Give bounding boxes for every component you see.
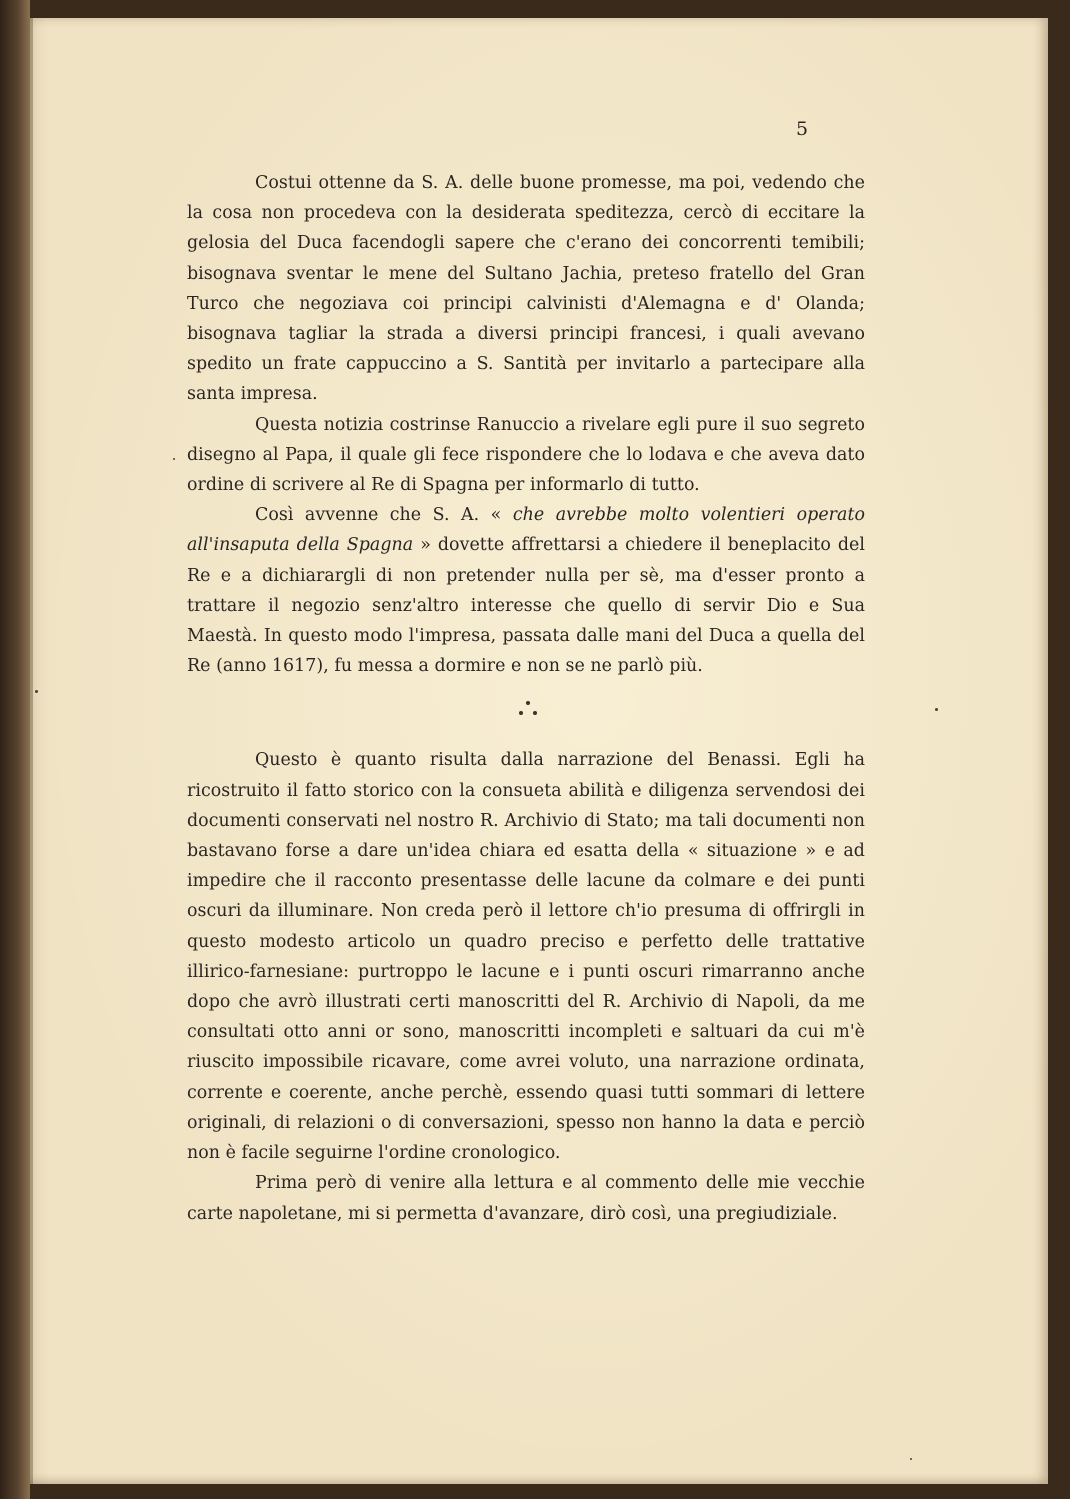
paragraph-3-text-end: » dovette affrettarsi a chiedere il beneplacito del Re e a dichiarargli di non pretender nulla per sè, ma d'esser pronto a trattare il negozio senz'altro interesse che quello di servir Dio e Sua Maestà. In questo modo l'impresa, passata dalle mani del Duca a quella del Re (anno 1617), fu messa a dormire e non se ne parlò più. — [187, 535, 866, 677]
body-text — [187, 168, 865, 1229]
page-number: 5 — [796, 118, 809, 140]
asterism-dots — [513, 689, 543, 719]
paper-speck — [910, 1458, 912, 1460]
paragraph-5 — [187, 1168, 865, 1228]
paragraph-2 — [187, 410, 865, 501]
paragraph-1 — [187, 168, 865, 410]
asterism-dot — [519, 711, 523, 715]
page-gutter-shadow — [30, 18, 33, 1484]
paper-speck — [935, 708, 938, 711]
asterism-dot — [526, 701, 530, 705]
paper-speck — [35, 690, 38, 693]
asterism-dot — [533, 711, 537, 715]
paragraph-3 — [187, 500, 865, 681]
section-break-asterism — [187, 687, 865, 735]
paragraph-4-text: Questo è quanto risulta dalla narrazione del Benassi. Egli ha ricostruito il fatto storico con la consueta abilità e diligenza servendosi dei documenti conservati nel nostro R. Archivio di Stato; ma tali documenti non bastavano forse a dare un'idea chiara ed esatta della « situazione » e ad impedire che il racconto presentasse delle lacune da colmare e dei punti oscuri da illuminare. Non creda però il lettore ch'io presuma di offrirgli in questo modesto articolo un quadro preciso e perfetto delle trattative illirico-farnesiane: purtroppo le lacune e i punti oscuri rimarranno anche dopo che avrò illustrati certi manoscritti del R. Archivio di Napoli, da me consultati otto anni or sono, manoscritti incompleti e saltuari da cui m'è riuscito impossibile ricavare, come avrei voluto, una narrazione ordinata, corrente e coerente, anche perchè, essendo quasi tutti sommari di lettere originali, di relazioni o di conversazioni, spesso non hanno la data e perciò non è facile seguirne l'ordine cronologico. — [187, 750, 865, 1164]
paragraph-1-text: Costui ottenne da S. A. delle buone promesse, ma poi, vedendo che la cosa non procedeva con la desiderata speditezza, cercò di eccitare la gelosia del Duca facendogli sapere che c'erano dei concorrenti temibili; bisognava sventar le mene del Sultano Jachia, preteso fratello del Gran Turco che negoziava coi principi calvinisti d'Alemagna e d' Olanda; bisognava tagliar la strada a diversi principi francesi, i quali avevano spedito un frate cappuccino a S. Santità per invitarlo a partecipare alla santa impresa. — [187, 173, 865, 405]
paragraph-4 — [187, 745, 865, 1168]
paragraph-5-text: Prima però di venire alla lettura e al commento delle mie vecchie carte napoletane, mi si permetta d'avanzare, dirò così, una pregiudiziale. — [187, 1173, 865, 1224]
paragraph-3-quotation: che avrebbe molto volentieri operato all'insaputa della Spagna — [187, 505, 865, 556]
paragraph-2-text: Questa notizia costrinse Ranuccio a rivelare egli pure il suo segreto disegno al Papa, il quale gli fece rispondere che lo lodava e che aveva dato ordine di scrivere al Re di Spagna per informarlo di tutto. — [187, 414, 865, 496]
book-binding-edge — [0, 0, 30, 1499]
paper-speck — [173, 458, 175, 460]
paragraph-3-text-start: Così avvenne che S. A. « — [255, 505, 502, 526]
